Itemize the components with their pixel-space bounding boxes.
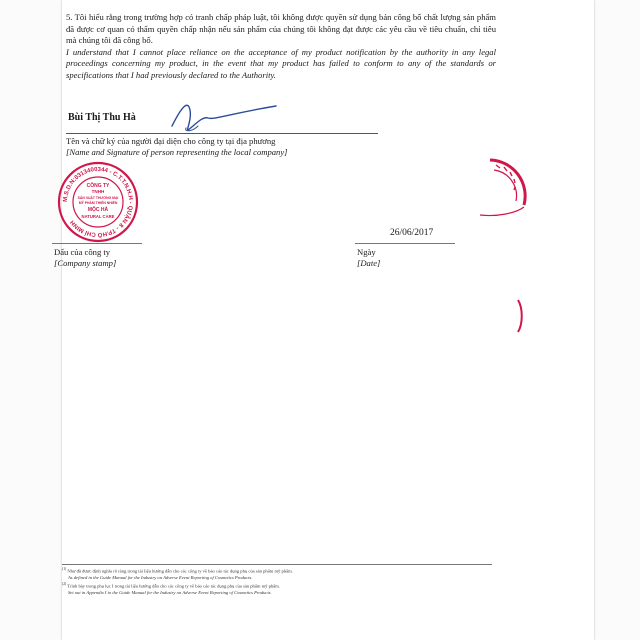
footnote-1-marker: (1): [62, 567, 67, 571]
footnote-1-vietnamese: [62, 566, 502, 575]
company-stamp-line-5: MỘC HÀ: [87, 207, 109, 213]
declaration-item-5: [66, 12, 496, 81]
signature-line: [66, 133, 378, 134]
footnote-1-english: As defined in the Guide Manual for the Industry on Adverse Event Reporting of Cosmetics Products.: [68, 574, 253, 580]
company-stamp-line-2: TNHH: [91, 189, 105, 194]
declaration-item-5-english: I understand that I cannot place reliance on the acceptance of my product notification by the authority in any legal proceedings concerning my product, in the event that my product has failed to conform to any of the standards or specifications that I had previously declared to the Authority.: [66, 46, 496, 80]
company-stamp-line-1: CÔNG TY: [86, 183, 110, 189]
stamp-line: [52, 243, 142, 244]
date-label-vietnamese: Ngày: [357, 247, 376, 257]
company-stamp-label-vietnamese: Dấu của công ty: [54, 247, 111, 257]
representative-label-vietnamese: Tên và chữ ký của người đại diện cho công ty tại địa phương: [66, 136, 276, 146]
date-label: [357, 247, 380, 269]
representative-label-english: [Name and Signature of person representing the local company]: [66, 147, 288, 157]
footnote-2-vietnamese: [62, 581, 502, 590]
footnote-2-vietnamese-text: Trình bày trong phụ lục I trong tài liệu hướng dẫn cho các công ty về báo cáo tác dụng phụ của sản phẩm mỹ phẩm.: [67, 583, 280, 589]
footnote-1-vietnamese-text: Như đã được định nghĩa rõ ràng trong tài liệu hướng dẫn cho các công ty về báo cáo tác dụng phụ của sản phẩm mỹ phẩm.: [67, 568, 293, 574]
date-label-english: [Date]: [357, 258, 381, 268]
stamp-edge-mark: [515, 298, 525, 334]
representative-label: [66, 136, 288, 158]
company-stamp: [56, 160, 140, 244]
footnote-rule: [62, 564, 492, 565]
company-stamp-label: [54, 247, 116, 269]
declaration-item-5-vietnamese: 5. Tôi hiểu rằng trong trường hợp có tranh chấp pháp luật, tôi không được quyền sử dụng bản công bố chất lượng sản phẩm đã được cơ quan có thẩm quyền chấp nhận nếu sản phẩm của chúng tôi không đạt được các yêu cầu về tiêu chuẩn, chỉ tiêu mà chúng tôi đã công bố.: [66, 12, 496, 45]
company-stamp-label-english: [Company stamp]: [54, 258, 117, 268]
handwritten-signature: [168, 96, 288, 136]
footnote-2-english: Set out in Appendix I to the Guide Manual for the Industry on Adverse Event Reporting of Cosmetics Products.: [68, 590, 272, 596]
signer-name: Bùi Thị Thu Hà: [68, 112, 136, 123]
date-line: [355, 243, 455, 244]
scan-frame-left: [0, 0, 62, 640]
scan-frame-right: [594, 0, 640, 640]
footnotes: [62, 566, 502, 597]
company-stamp-line-3: SẢN XUẤT THƯƠNG MẠI: [77, 196, 119, 200]
company-stamp-line-6: NATURAL CARE: [81, 214, 115, 219]
company-stamp-line-4: MỸ PHẨM THIÊN NHIÊN: [78, 201, 118, 205]
footnote-2-marker: (2): [62, 582, 67, 587]
declaration-date: 26/06/2017: [390, 228, 434, 238]
date-seal-partial: [420, 155, 530, 235]
company-stamp-ring-text: M.S.D.N:0313400344 - C.T.T.N.H.H - QUẬN 8 - TP.HỒ CHÍ MINH: [62, 166, 134, 238]
